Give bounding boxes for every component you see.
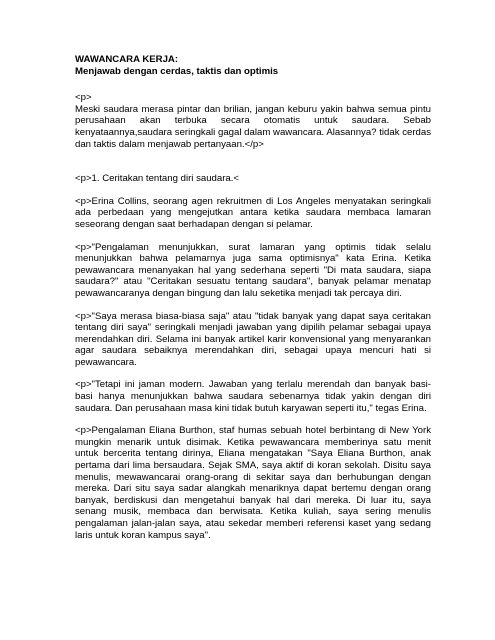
intro-tag: <p>: [75, 92, 92, 104]
document-subtitle: Menjawab dengan cerdas, taktis dan optimis: [75, 65, 279, 77]
body-paragraph: <p>"Tetapi ini jaman modern. Jawaban yang terlalu merendah dan banyak basi-basi hanya menunjukkan bahwa saudara sebenarnya tidak yakin dengan diri saudara. Dan perusahaan masa kini tidak butuh karyawan seperti itu," tegas Erina.: [75, 379, 431, 414]
body-paragraph: <p>Erina Collins, seorang agen rekruitmen di Los Angeles menyatakan seringkali ada perbedaan yang mengejutkan antara ketika saudara membaca lamaran seseorang dengan saat berhadapan dengan si pelamar.: [75, 195, 431, 230]
body-paragraph: <p>Pengalaman Eliana Burthon, staf humas sebuah hotel berbintang di New York mungkin menarik untuk disimak. Ketika pewawancara memberinya satu menit untuk bercerita tentang dirinya, Eliana mengatakan "Saya Eliana Burthon, anak pertama dari lima bersaudara. Sejak SMA, saya aktif di koran sekolah. Disitu saya menulis, mewawancarai orang-orang di sekitar saya dan berhubungan dengan mereka. Dari situ saya sadar alangkah menariknya dapat bertemu dengan orang banyak, berdiskusi dan mengetahui banyak hal dari mereka. Di luar itu, saya senang musik, membaca dan berwisata. Ketika kuliah, saya sering menulis pengalaman jalan-jalan saya, atau sekedar memberi referensi kaset yang sedang laris untuk koran kampus saya".: [75, 425, 431, 541]
body-paragraph: <p>"Pengalaman menunjukkan, surat lamaran yang optimis tidak selalu menunjukkan bahwa pelamarnya juga sama optimisnya" kata Erina. Ketika pewawancara menanyakan hal yang sederhana seperti "Di mata saudara, siapa saudara?" atau "Ceritakan sesuatu tentang saudara", banyak pelamar menatap pewawancaranya dengan bingung dan lalu seketika menjadi tak percaya diri.: [75, 241, 431, 299]
section-heading: <p>1. Ceritakan tentang diri saudara.<: [75, 173, 240, 185]
body-paragraph: <p>"Saya merasa biasa-biasa saja" atau "tidak banyak yang dapat saya ceritakan tentang diri saya" seringkali menjadi jawaban yang dipilih pelamar sebagai upaya merendahkan diri. Selama ini banyak artikel karir konvensional yang menyarankan agar saudara sebaiknya merendahkan diri, sebagai upaya mencuri hati si pewawancara.: [75, 310, 431, 368]
intro-paragraph: Meski saudara merasa pintar dan brilian, jangan keburu yakin bahwa semua pintu perusahaan akan terbuka secara otomatis untuk saudara. Sebab kenyataannya,saudara seringkali gagal dalam wawancara. Alasannya? tidak cerdas dan taktis dalam menjawab pertanyaan.</p>: [75, 103, 431, 150]
document-page: [75, 54, 431, 541]
document-title: WAWANCARA KERJA:: [75, 54, 179, 65]
